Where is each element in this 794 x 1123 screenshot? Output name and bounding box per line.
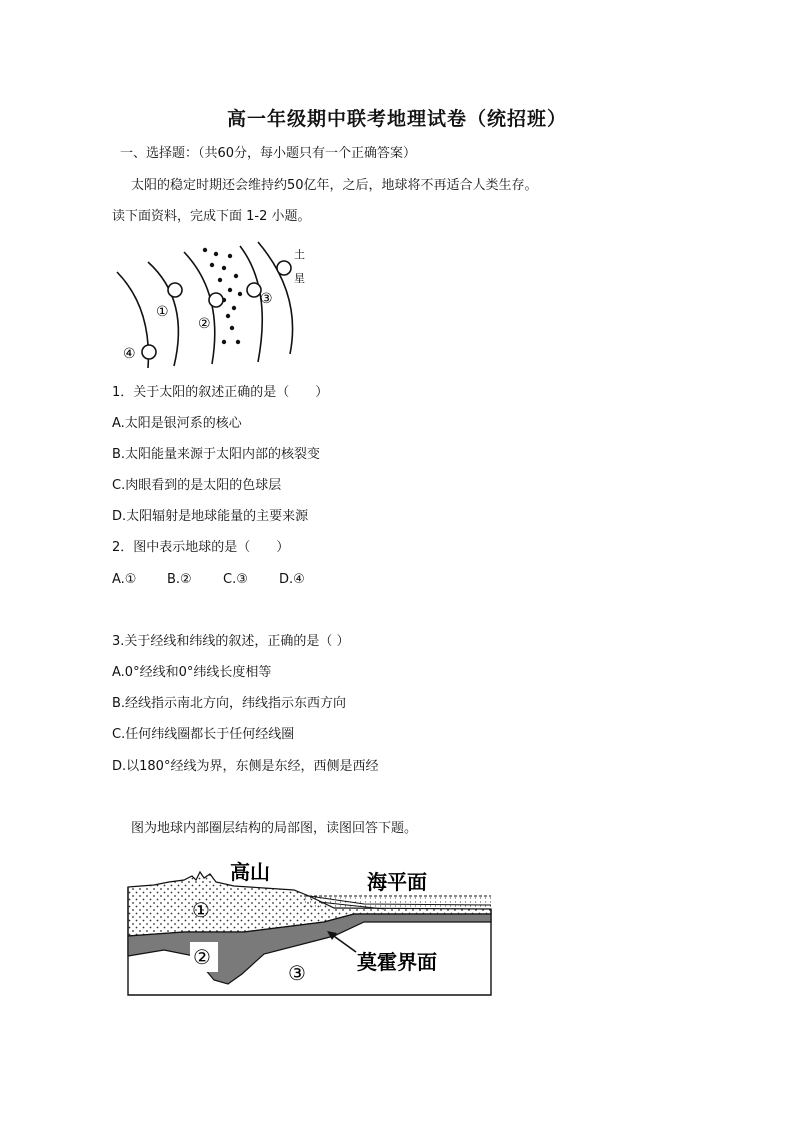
question-3-option-a: A.0°经线和0°纬线长度相等	[112, 665, 272, 680]
question-2-option-d: D.④	[279, 572, 305, 587]
label-xing: 星	[294, 272, 305, 285]
marker-1: ①	[156, 304, 169, 320]
fig2-marker-2: ②	[193, 945, 211, 969]
orbit-3	[184, 252, 215, 364]
planet-1	[168, 283, 182, 297]
question-1-stem: 1．关于太阳的叙述正确的是（ ）	[112, 385, 329, 400]
moho-arrow-line	[331, 934, 356, 952]
marker-4: ④	[123, 346, 136, 362]
planet-2	[209, 293, 223, 307]
marker-2: ②	[198, 316, 211, 332]
question-2-options	[112, 572, 305, 588]
question-3-option-b: B.经线指示南北方向，纬线指示东西方向	[112, 696, 347, 711]
label-moho: 莫霍界面	[357, 950, 437, 974]
question-3-stem: 3.关于经线和纬线的叙述，正确的是（ ）	[112, 634, 350, 649]
intro-line-2: 读下面资料，完成下面 1-2 小题。	[112, 209, 311, 224]
label-sea-level: 海平面	[367, 870, 427, 894]
question-1-option-a: A.太阳是银河系的核心	[112, 416, 242, 431]
label-tu: 土	[294, 248, 305, 261]
question-2-stem: 2．图中表示地球的是（ ）	[112, 540, 290, 555]
solar-system-figure	[112, 238, 312, 372]
question-2-option-b: B.②	[167, 572, 192, 587]
intro-line-1: 太阳的稳定时期还会维持约50亿年，之后，地球将不再适合人类生存。	[131, 178, 538, 193]
page-title: 高一年级期中联考地理试卷（统招班）	[226, 108, 567, 130]
question-1-option-c: C.肉眼看到的是太阳的色球层	[112, 478, 282, 493]
fig2-marker-1: ①	[192, 898, 210, 922]
planet-3	[247, 283, 261, 297]
marker-3: ③	[260, 291, 273, 307]
label-mountain: 高山	[230, 860, 270, 884]
orbit-4	[240, 246, 262, 362]
question-1-option-b: B.太阳能量来源于太阳内部的核裂变	[112, 447, 321, 462]
question-3-option-d: D.以180°经线为界，东侧是东经，西侧是西经	[112, 759, 379, 774]
question-2-option-c: C.③	[223, 572, 248, 587]
question-2-option-a: A.①	[112, 572, 137, 587]
question-3-option-c: C.任何纬线圈都长于任何经线圈	[112, 727, 295, 742]
section-heading: 一、选择题：（共60分，每小题只有一个正确答案）	[120, 146, 417, 161]
figure-2-caption: 图为地球内部圈层结构的局部图，读图回答下题。	[131, 821, 418, 836]
question-1-option-d: D.太阳辐射是地球能量的主要来源	[112, 509, 309, 524]
earth-interior-figure	[124, 852, 496, 1000]
fig2-marker-3: ③	[288, 961, 306, 985]
planet-4	[142, 345, 156, 359]
planet-saturn	[277, 261, 291, 275]
